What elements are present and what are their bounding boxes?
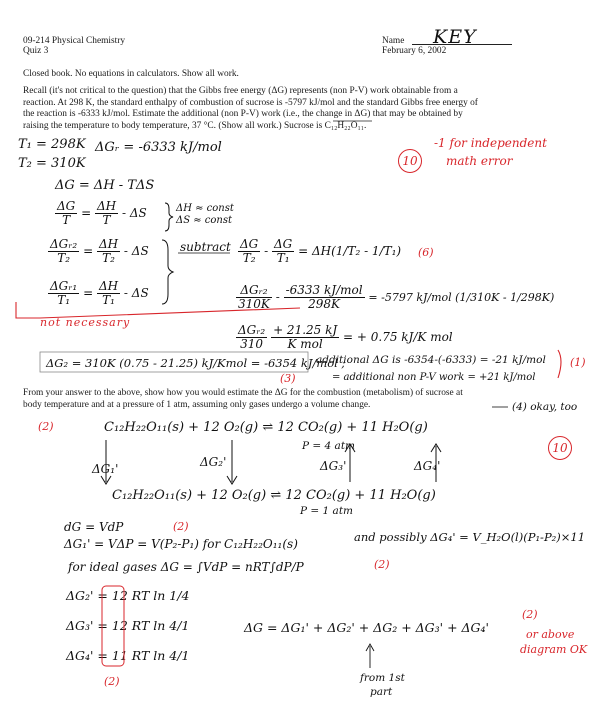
or-above-note: or above bbox=[526, 628, 575, 641]
additional-delta-g: additional ΔG is -6354-(-6333) = -21 kJ/mol bbox=[316, 354, 546, 366]
delta-g-3-label: ΔG₃' bbox=[320, 459, 347, 473]
points-vdp: (2) bbox=[173, 520, 189, 533]
given-delta-g: ΔGᵣ = -6333 kJ/mol bbox=[95, 140, 222, 155]
problem-2-line: From your answer to the above, show how you would estimate the ΔG for the combustion (metabolism) of sucrose at bbox=[23, 388, 463, 398]
score-circle-2: 10 bbox=[548, 436, 572, 460]
course-title: 09-214 Physical Chemistry bbox=[23, 36, 126, 46]
points-3: (3) bbox=[280, 372, 296, 385]
delta-g-4-label: ΔG₄' bbox=[414, 459, 441, 473]
pressure-top: P = 4 atm bbox=[302, 440, 355, 452]
points-1: (1) bbox=[570, 356, 586, 369]
reaction-top: C₁₂H₂₂O₁₁(s) + 12 O₂(g) ⇌ 12 CO₂(g) + 11 H₂O(g) bbox=[104, 420, 428, 435]
problem-1-line: raising the temperature to body temperature, 37 °C. (Show all work.) Sucrose is C₁₂H₂₂O₁₁. bbox=[23, 120, 367, 131]
fraction: $\frac{\Delta G}{T}$ bbox=[57, 199, 76, 227]
brace bbox=[162, 240, 173, 304]
not-necessary-note: not necessary bbox=[40, 316, 131, 329]
sum-equation: ΔG = ΔG₁' + ΔG₂' + ΔG₂ + ΔG₃' + ΔG₄' bbox=[244, 620, 489, 635]
quiz-title: Quiz 3 bbox=[23, 46, 49, 56]
gibbs-equation: ΔG = ΔH - TΔS bbox=[55, 178, 155, 193]
instructions: Closed book. No equations in calculators. Show all work. bbox=[23, 69, 239, 79]
constant-assumptions: ΔH ≈ const ΔS ≈ const bbox=[176, 203, 234, 226]
red-bracket bbox=[558, 350, 561, 378]
ideal-gases-equation: for ideal gases ΔG = ∫VdP = nRT∫dP/P bbox=[68, 560, 304, 574]
name-label: Name bbox=[382, 36, 405, 46]
pressure-bottom: P = 1 atm bbox=[300, 505, 353, 517]
name-value: KEY bbox=[433, 26, 477, 48]
row-t2-equation: $\frac{\text{ΔGᵣ₂}}{\text{T₂}}$ = $\frac{\Delta H}{\text{T₂}}$ - ΔS bbox=[50, 237, 149, 265]
divided-equation: $\frac{\Delta G}{T}$ = $\frac{\Delta H}{T}$ - ΔS bbox=[57, 199, 147, 227]
points-2-left: (2) bbox=[38, 420, 54, 433]
deduction-note: -1 for independent bbox=[434, 136, 547, 150]
problem-1-line: Recall (it's not critical to the question) that the Gibbs free energy (ΔG) represents (non P-V) work obtainable from a bbox=[23, 86, 458, 96]
final-delta-g: ΔG₂ = 310K (0.75 - 21.25) kJ/Kmol = -6354 kJ/mol ; bbox=[46, 356, 346, 370]
okay-too-note: (4) okay, too bbox=[512, 401, 578, 413]
strike-line bbox=[16, 302, 300, 318]
dg-vdp: dG = VdP bbox=[64, 520, 124, 534]
score-circle-1: 10 bbox=[398, 149, 422, 173]
problem-2-line: body temperature and at a pressure of 1 atm, assuming only gases undergo a volume change. bbox=[23, 399, 371, 410]
reaction-bottom: C₁₂H₂₂O₁₁(s) + 12 O₂(g) ⇌ 12 CO₂(g) + 11 H₂O(g) bbox=[112, 488, 436, 503]
numeric-substitution: $\frac{\text{ΔGᵣ₂}}{310K}$ - $\frac{\text{-6333 kJ/mol}}{298K}$ = -5797 kJ/mol (1/310K - 1/298K) bbox=[238, 283, 555, 311]
coefficient-box bbox=[102, 586, 124, 666]
answer-underline bbox=[40, 352, 308, 372]
points-sum: (2) bbox=[522, 608, 538, 621]
dg2-equation: ΔG₂' = 12 RT ln 1/4 bbox=[66, 588, 190, 603]
subtraction-result: $\frac{\Delta G}{\text{T₂}}$ - $\frac{\Delta G}{\text{T₁}}$ = ΔH(1/T₂ - 1/T₁) bbox=[240, 237, 402, 265]
temp-1: T₁ = 298K bbox=[18, 137, 86, 152]
numeric-simplified: $\frac{\text{ΔGᵣ₂}}{310}$ $\frac{+ 21.25 kJ}{\text{K mol}}$ = + 0.75 kJ/K mol bbox=[238, 323, 453, 351]
delta-g-1-label: ΔG₁' bbox=[92, 462, 119, 476]
dg1-equation: ΔG₁' = VΔP = V(P₂-P₁) for C₁₂H₂₂O₁₁(s) bbox=[64, 537, 298, 551]
from-first-part: from 1st bbox=[360, 672, 405, 684]
fraction: $\frac{\Delta H}{T}$ bbox=[96, 199, 117, 227]
brace bbox=[165, 203, 173, 231]
dg3-equation: ΔG₃' = 12 RT ln 4/1 bbox=[66, 618, 190, 633]
additional-work: = additional non P-V work = +21 kJ/mol bbox=[332, 372, 536, 383]
dg4-equation: ΔG₄' = 11 RT ln 4/1 bbox=[66, 648, 190, 663]
points-coefficients: (2) bbox=[104, 675, 120, 688]
problem-1-line: the reaction is -6333 kJ/mol. Estimate the additional (non P-V) work (i.e., the change in ΔG) that may be obtained by bbox=[23, 109, 463, 120]
subtract-note: subtract bbox=[180, 240, 231, 254]
points-6: (6) bbox=[418, 246, 434, 259]
points-ideal: (2) bbox=[374, 558, 390, 571]
possibly-note: and possibly ΔG₄' = V_H₂O(l)(P₁-P₂)×11 bbox=[354, 530, 586, 544]
delta-g-2-label: ΔG₂' bbox=[200, 455, 227, 469]
temp-2: T₂ = 310K bbox=[18, 156, 86, 171]
deduction-note: math error bbox=[446, 154, 513, 168]
or-above-note: diagram OK bbox=[520, 643, 588, 656]
row-t1-equation: $\frac{\text{ΔGᵣ₁}}{\text{T₁}}$ = $\frac{\Delta H}{\text{T₁}}$ - ΔS bbox=[50, 279, 149, 307]
problem-1-line: reaction. At 298 K, the standard enthalpy of combustion of sucrose is -5797 kJ/mol and the standard Gibbs free energy of bbox=[23, 97, 478, 108]
from-first-part: part bbox=[370, 686, 393, 698]
date: February 6, 2002 bbox=[382, 46, 447, 56]
